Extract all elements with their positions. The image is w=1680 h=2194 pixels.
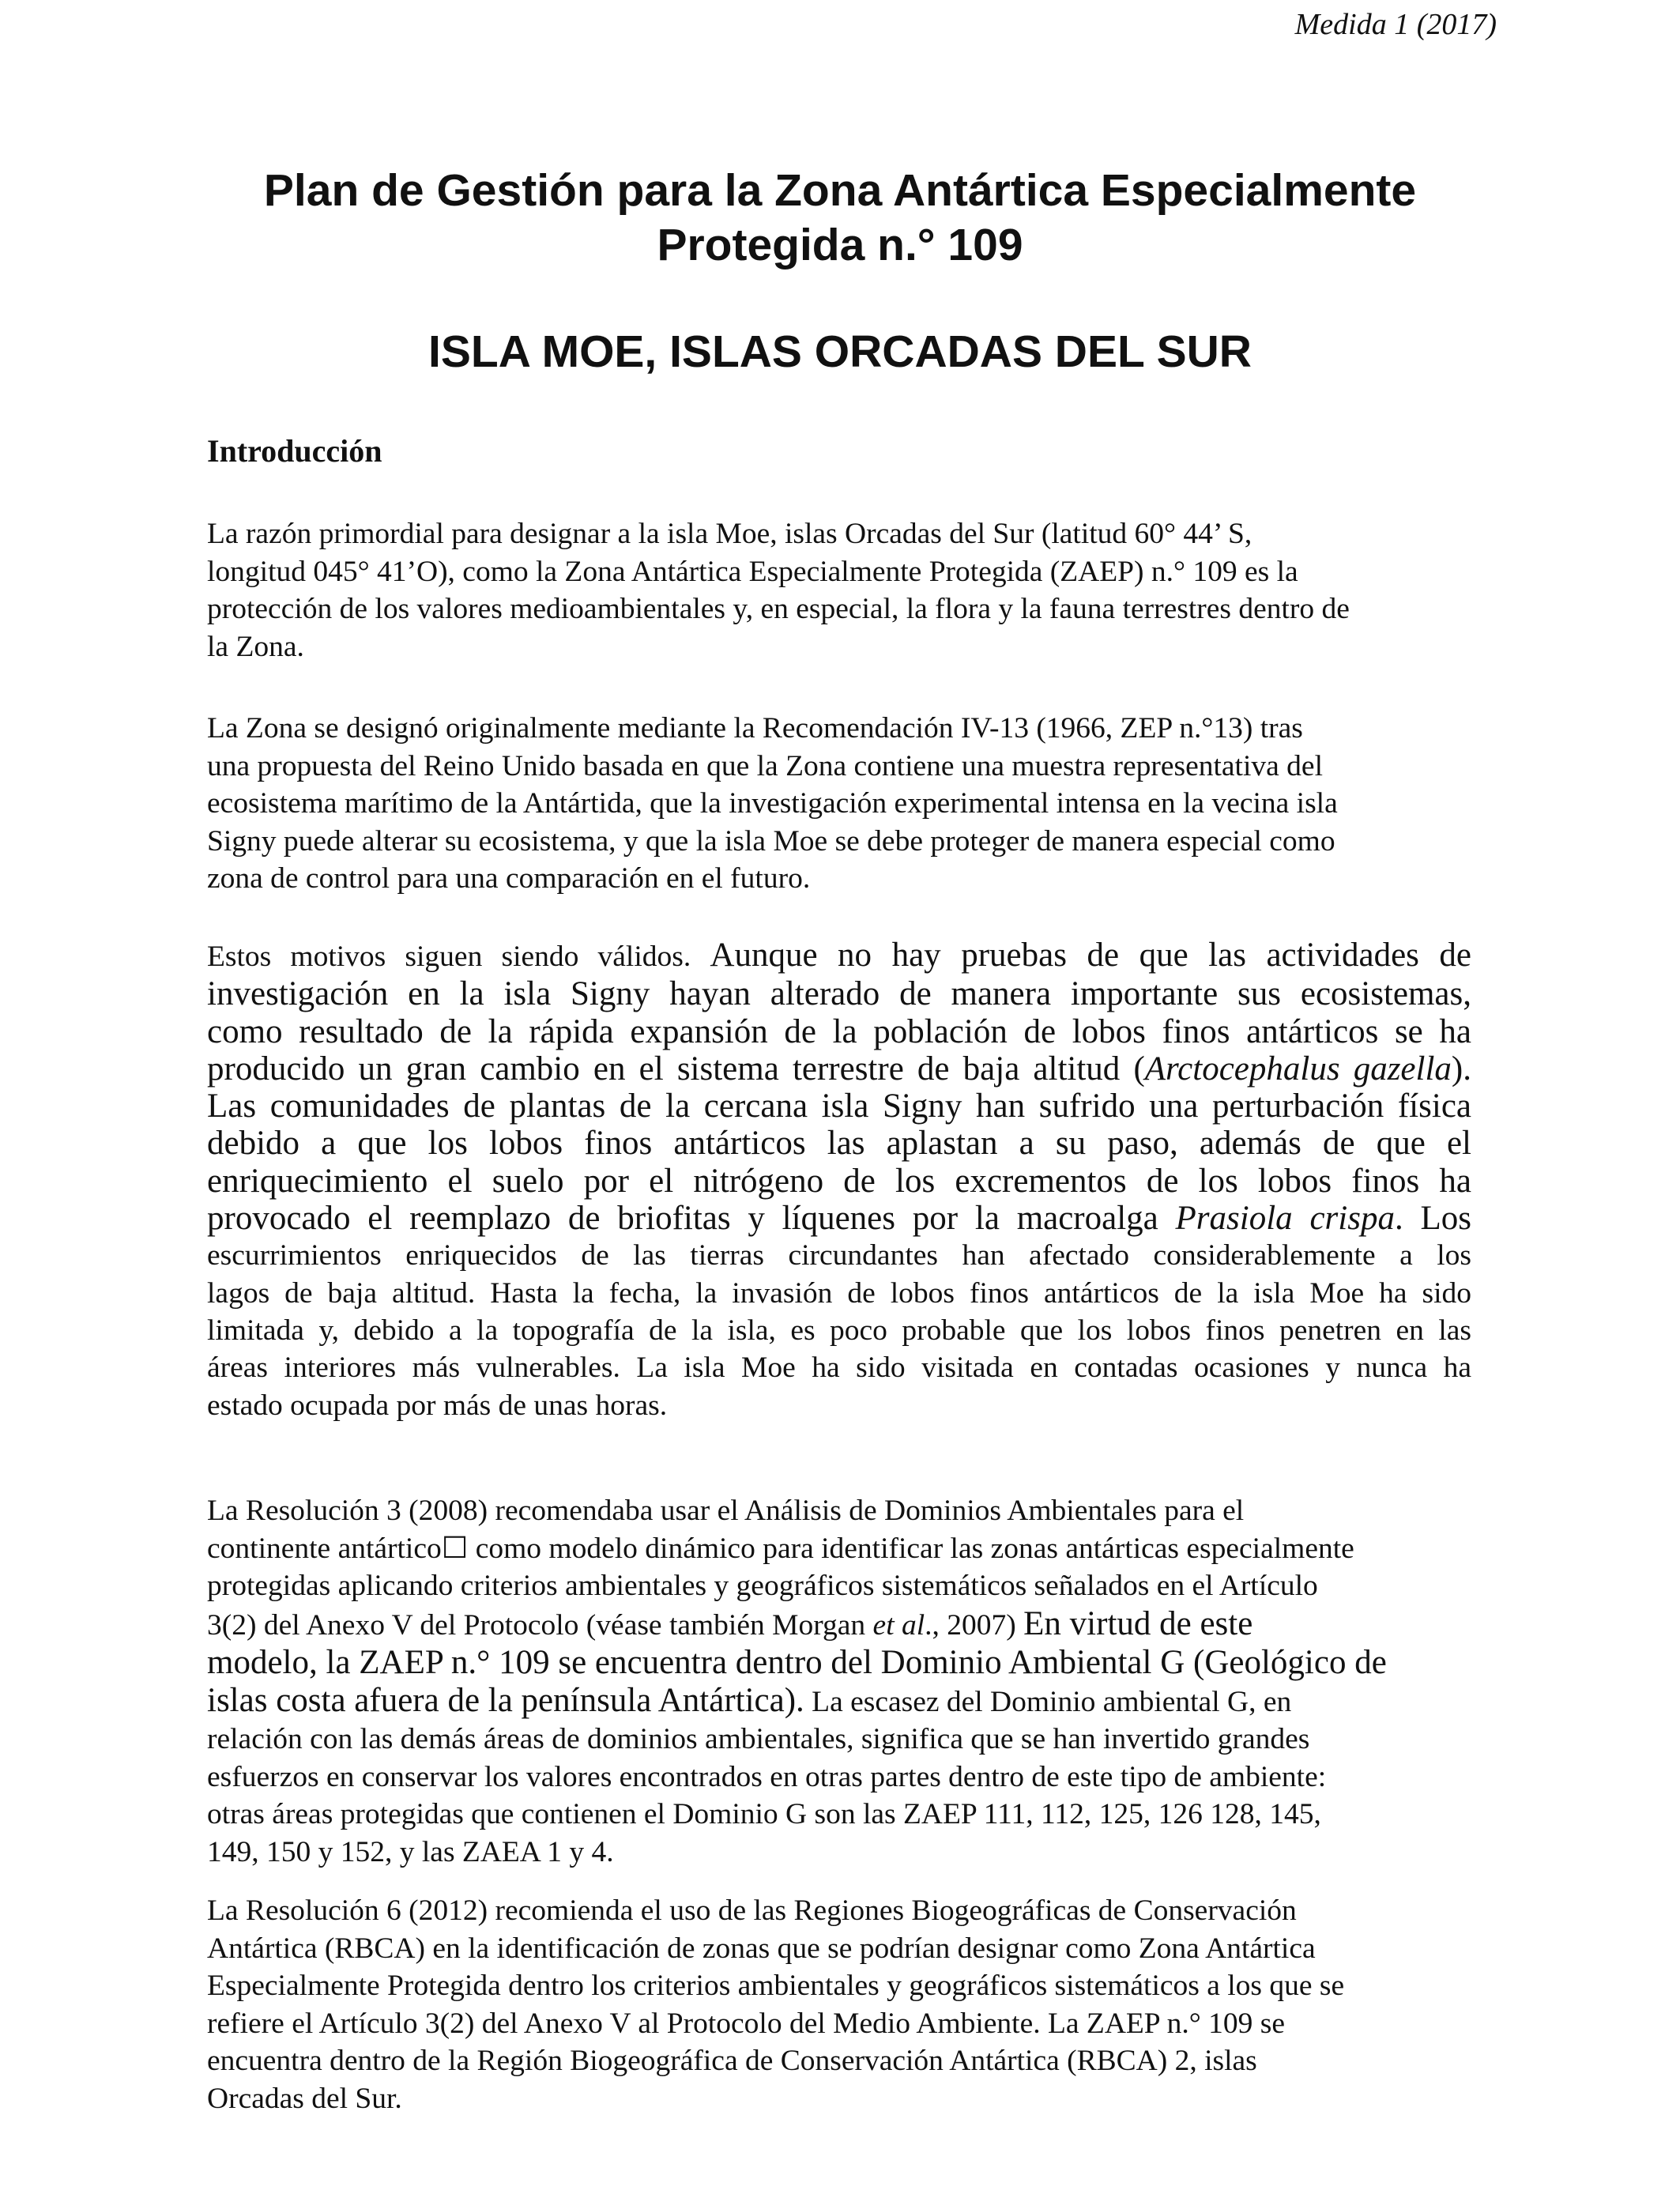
text-line: una propuesta del Reino Unido basada en que la Zona contiene una muestra representativa del: [207, 749, 1323, 782]
text-line: Orcadas del Sur.: [207, 2082, 402, 2115]
text-run: provocado el reemplazo de briofitas y líquenes por la macroalga: [207, 1200, 1176, 1238]
text-run-large: En virtud de este: [1023, 1604, 1253, 1642]
section-heading-introduccion: Introducción: [207, 433, 382, 469]
text-run: . Los: [1394, 1200, 1471, 1238]
text-run: 3(2) del Anexo V del Protocolo (véase también Morgan: [207, 1608, 873, 1642]
text-line: modelo, la ZAEP n.° 109 se encuentra dentro del Dominio Ambiental G (Geológico de: [207, 1644, 1387, 1681]
text-line: Signy puede alterar su ecosistema, y que la isla Moe se debe proteger de manera especial como: [207, 824, 1335, 858]
text-line: la Zona.: [207, 630, 304, 663]
text-run: ).: [1451, 1050, 1471, 1088]
text-line: otras áreas protegidas que contienen el Dominio G son las ZAEP 111, 112, 125, 126 128, 145,: [207, 1798, 1321, 1830]
text-line: [207, 1200, 1471, 1237]
text-line: áreas interiores más vulnerables. La isla Moe ha sido visitada en contadas ocasiones y nunca ha: [207, 1351, 1471, 1385]
text-line: escurrimientos enriquecidos de las tierras circundantes han afectado considerablemente a los: [207, 1239, 1471, 1272]
paragraph-5: [207, 1892, 1471, 2117]
text-run: producido un gran cambio en el sistema terrestre de baja altitud (: [207, 1050, 1145, 1088]
text-line: zona de control para una comparación en el futuro.: [207, 862, 811, 895]
text-line: [207, 1605, 1471, 1645]
text-line: continente antártico☐ como modelo dinámico para identificar las zonas antárticas especialmente: [207, 1532, 1354, 1565]
document-title: [119, 164, 1561, 273]
title-line-2: Protegida n.° 109: [657, 220, 1023, 270]
text-line: La Resolución 6 (2012) recomienda el uso de las Regiones Biogeográficas de Conservación: [207, 1894, 1297, 1927]
text-run-large: islas costa afuera de la península Antártica).: [207, 1681, 804, 1719]
text-line: [207, 1050, 1471, 1088]
running-header: Medida 1 (2017): [1294, 8, 1497, 41]
text-line: longitud 045° 41’O), como la Zona Antártica Especialmente Protegida (ZAEP) n.° 109 es la: [207, 555, 1298, 588]
text-line: Las comunidades de plantas de la cercana isla Signy han sufrido una perturbación física: [207, 1088, 1471, 1125]
text-line: [207, 937, 1471, 975]
text-run: La escasez del Dominio ambiental G, en: [804, 1685, 1292, 1718]
text-line: protegidas aplicando criterios ambientales y geográficos sistemáticos señalados en el Artículo: [207, 1570, 1318, 1602]
species-name: Prasiola crispa: [1175, 1200, 1395, 1238]
text-line: como resultado de la rápida expansión de la población de lobos finos antárticos se ha: [207, 1012, 1471, 1050]
text-line: [207, 1682, 1471, 1721]
text-line: ecosistema marítimo de la Antártida, que la investigación experimental intensa en la vecina isla: [207, 787, 1338, 820]
species-name: Arctocephalus gazella: [1144, 1050, 1452, 1088]
text-line: lagos de baja altitud. Hasta la fecha, la invasión de lobos finos antárticos de la isla Moe ha sido: [207, 1276, 1471, 1310]
document-subtitle: ISLA MOE, ISLAS ORCADAS DEL SUR: [428, 326, 1252, 377]
text-line: refiere el Artículo 3(2) del Anexo V al Protocolo del Medio Ambiente. La ZAEP n.° 109 se: [207, 2007, 1286, 2040]
text-line: 149, 150 y 152, y las ZAEA 1 y 4.: [207, 1835, 614, 1868]
text-line: estado ocupada por más de unas horas.: [207, 1389, 668, 1422]
text-line: debido a que los lobos finos antárticos las aplastan a su paso, además de que el: [207, 1125, 1471, 1163]
citation-italic: et al: [872, 1608, 925, 1642]
text-line: esfuerzos en conservar los valores encontrados en otras partes dentro de este tipo de ambiente:: [207, 1760, 1327, 1793]
text-line: La Resolución 3 (2008) recomendaba usar el Análisis de Dominios Ambientales para el: [207, 1495, 1245, 1527]
text-line: investigación en la isla Signy hayan alterado de manera importante sus ecosistemas,: [207, 975, 1471, 1013]
text-line: Especialmente Protegida dentro los criterios ambientales y geográficos sistemáticos a los que se: [207, 1970, 1345, 2002]
text-line: La Zona se designó originalmente mediante la Recomendación IV-13 (1966, ZEP n.°13) tras: [207, 712, 1303, 745]
text-line: encuentra dentro de la Región Biogeográfica de Conservación Antártica (RBCA) 2, islas: [207, 2045, 1257, 2077]
text-run: Estos motivos siguen siendo válidos.: [207, 941, 710, 973]
text-run: ., 2007): [925, 1608, 1024, 1642]
paragraph-2: [207, 710, 1471, 898]
paragraph-3: [207, 937, 1471, 1424]
paragraph-4: [207, 1492, 1471, 1871]
text-line: Antártica (RBCA) en la identificación de zonas que se podrían designar como Zona Antártica: [207, 1932, 1316, 1965]
text-line: La razón primordial para designar a la isla Moe, islas Orcadas del Sur (latitud 60° 44’ S,: [207, 518, 1252, 550]
text-line: relación con las demás áreas de dominios ambientales, significa que se han invertido grandes: [207, 1723, 1310, 1755]
text-run-large: Aunque no hay pruebas de que las actividades de: [710, 937, 1471, 974]
text-line: limitada y, debido a la topografía de la isla, es poco probable que los lobos finos penetren en las: [207, 1314, 1471, 1347]
text-line: enriquecimiento el suelo por el nitrógeno de los excrementos de los lobos finos ha: [207, 1162, 1471, 1200]
text-line: protección de los valores medioambientales y, en especial, la flora y la fauna terrestres dentro de: [207, 593, 1350, 625]
paragraph-1: [207, 515, 1471, 665]
title-line-1: Plan de Gestión para la Zona Antártica Especialmente: [263, 165, 1417, 216]
